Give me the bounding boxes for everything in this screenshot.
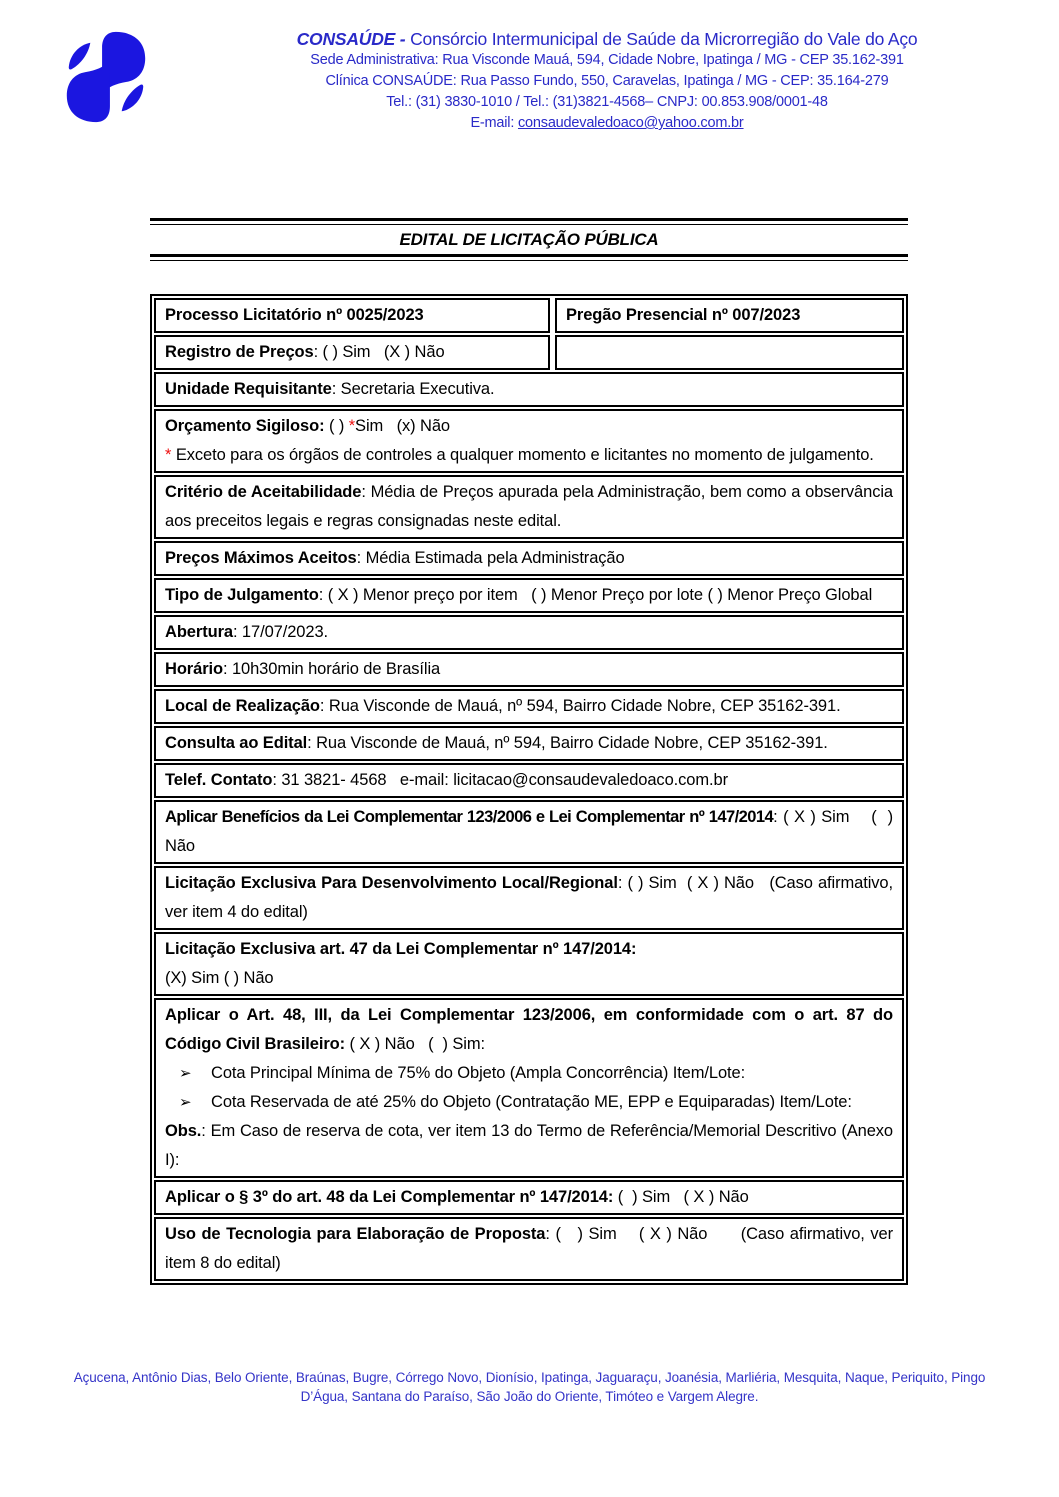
email-link[interactable]: consaudevaledoaco@yahoo.com.br <box>517 115 744 131</box>
uso-tecnologia-label: Uso de Tecnologia para Elaboração de Proposta <box>165 1225 546 1243</box>
phone-cnpj-line: Tel.: (31) 3830-1010 / Tel.: (31)3821-4568– CNPJ: 00.853.908/0001-48 <box>386 94 828 110</box>
letterhead-text <box>168 28 1046 134</box>
bullet-cota-reservada <box>165 1088 893 1117</box>
red-asterisk-note: * <box>165 446 176 464</box>
org-name-acronym: CONSAÚDE - <box>296 29 411 49</box>
table-row-uso-tecnologia <box>154 1217 904 1281</box>
tipo-julgamento-label: Tipo de Julgamento <box>165 586 319 604</box>
org-name-full: Consórcio Intermunicipal de Saúde da Microrregião do Vale do Aço <box>410 29 918 49</box>
uso-tecnologia-value: : ( ) Sim ( X ) Não (Caso afirmativo, ver item 8 do edital) <box>165 1225 893 1272</box>
consaude-logo-icon <box>55 28 157 126</box>
table-row-licitacao-art47: Licitação Exclusiva art. 47 da Lei Complementar nº 147/2014: (X) Sim ( ) Não <box>154 932 904 996</box>
page-title: EDITAL DE LICITAÇÃO PÚBLICA <box>399 230 659 249</box>
cota-reservada-text: Cota Reservada de até 25% do Objeto (Contratação ME, EPP e Equiparadas) Item/Lote: <box>211 1093 852 1111</box>
unidade-value: : Secretaria Executiva. <box>331 380 495 398</box>
cell-registro-precos <box>154 335 550 370</box>
abertura-value: : 17/07/2023. <box>232 623 329 641</box>
registro-precos-label: Registro de Preços <box>165 343 314 361</box>
precos-maximos-value: : Média Estimada pela Administração <box>356 549 625 567</box>
arrow-bullet-icon: ➢ <box>179 1094 192 1111</box>
table-row-orcamento-sigiloso: Orçamento Sigiloso: ( ) *Sim (x) Não * Exceto para os órgãos de controles a qualquer momento e licitantes no momento de julgamento. <box>154 409 904 473</box>
email-line <box>168 113 1046 134</box>
processo-number: Processo Licitatório nº 0025/2023 <box>165 306 424 324</box>
table-row-local-realizacao <box>154 689 904 724</box>
table-row-tipo-julgamento <box>154 578 904 613</box>
obs-text: : Em Caso de reserva de cota, ver item 13 do Termo de Referência/Memorial Descritivo (Anexo I): <box>165 1122 893 1169</box>
table-row-criterio-aceitabilidade <box>154 475 904 539</box>
bid-summary-table <box>150 294 908 1285</box>
telefone-value: : 31 3821- 4568 e-mail: licitacao@consaudevaledoaco.com.br <box>272 771 728 789</box>
licitacao-art47-label: Licitação Exclusiva art. 47 da Lei Complementar nº 147/2014 <box>165 940 632 958</box>
abertura-label: Abertura <box>165 623 233 641</box>
table-row-abertura <box>154 615 904 650</box>
table-row-unidade-requisitante <box>154 372 904 407</box>
tipo-julgamento-value: : ( X ) Menor preço por item ( ) Menor Preço por lote ( ) Menor Preço Global <box>318 586 873 604</box>
table-row-licitacao-local-regional <box>154 866 904 930</box>
address-line-2: Clínica CONSAÚDE: Rua Passo Fundo, 550, Caravelas, Ipatinga / MG - CEP: 35.164-279 <box>325 73 889 89</box>
table-row-horario <box>154 652 904 687</box>
licitacao-art47-value: (X) Sim ( ) Não <box>165 969 274 987</box>
table-row-beneficios-lc <box>154 800 904 864</box>
pregao-number: Pregão Presencial nº 007/2023 <box>566 306 801 324</box>
orcamento-label: Orçamento Sigiloso: <box>165 417 325 435</box>
document-title-block <box>150 218 908 261</box>
table-row-process-pregao <box>154 298 904 333</box>
municipalities-footer <box>0 1368 1059 1406</box>
cota-principal-text: Cota Principal Mínima de 75% do Objeto (Ampla Concorrência) Item/Lote: <box>211 1064 746 1082</box>
paragrafo3-value: ( ) Sim ( X ) Não <box>613 1188 749 1206</box>
table-row-telefone-contato <box>154 763 904 798</box>
precos-maximos-label: Preços Máximos Aceitos <box>165 549 357 567</box>
orcamento-value: Sim (x) Não <box>355 417 451 435</box>
criterio-label: Critério de Aceitabilidade <box>165 483 362 501</box>
paragrafo3-label: Aplicar o § 3º do art. 48 da Lei Complementar nº 147/2014: <box>165 1188 614 1206</box>
cell-pregao <box>555 298 904 333</box>
cell-processo <box>154 298 550 333</box>
criterio-value: : Média de Preços apurada pela Administração, bem como a observância aos preceitos legais e regras consignadas neste edital. <box>165 483 893 530</box>
beneficios-label: Aplicar Benefícios da Lei Complementar 123/2006 e Lei Complementar nº 147/2014 <box>165 808 774 826</box>
table-row-precos-maximos <box>154 541 904 576</box>
horario-value: : 10h30min horário de Brasília <box>222 660 441 678</box>
table-row-consulta-edital <box>154 726 904 761</box>
email-label: E-mail: <box>470 115 518 131</box>
consulta-value: : Rua Visconde de Mauá, nº 594, Bairro Cidade Nobre, CEP 35162-391. <box>307 734 828 752</box>
letterhead <box>0 0 1059 158</box>
municipalities-list: Açucena, Antônio Dias, Belo Oriente, Braúnas, Bugre, Córrego Novo, Dionísio, Ipatinga, Jaguaraçu, Joanésia, Marliéria, Mesquita, Naque, Periquito, Pingo D’Água, Santana do Paraíso, São João do Oriente, Timóteo e Vargem Alegre. <box>73 1370 986 1404</box>
registro-precos-value: : ( ) Sim (X ) Não <box>313 343 445 361</box>
org-name <box>168 28 1046 50</box>
double-rule-top <box>150 218 908 225</box>
obs-label: Obs. <box>165 1122 202 1140</box>
table-row-registro-precos <box>154 335 904 370</box>
table-row-art48-iii <box>154 998 904 1178</box>
address-line-1: Sede Administrativa: Rua Visconde Mauá, 594, Cidade Nobre, Ipatinga / MG - CEP 35.162-391 <box>310 52 904 68</box>
bullet-cota-principal <box>165 1059 893 1088</box>
art48-value: ( X ) Não ( ) Sim: <box>345 1035 485 1053</box>
art48-label: Aplicar o Art. 48, III, da Lei Complementar 123/2006, em conformidade com o art. 87 do Código Civil Brasileiro: <box>165 1006 893 1053</box>
beneficios-value: : ( X ) Sim ( ) Não <box>165 808 893 855</box>
licitacao-local-label: Licitação Exclusiva Para Desenvolvimento Local/Regional <box>165 874 618 892</box>
horario-label: Horário <box>165 660 223 678</box>
arrow-bullet-icon: ➢ <box>179 1065 192 1082</box>
local-label: Local de Realização <box>165 697 320 715</box>
unidade-label: Unidade Requisitante <box>165 380 332 398</box>
licitacao-local-value: : ( ) Sim ( X ) Não (Caso afirmativo, ver item 4 do edital) <box>165 874 893 921</box>
double-rule-bottom <box>150 254 908 261</box>
cell-empty <box>555 335 904 370</box>
local-value: : Rua Visconde de Mauá, nº 594, Bairro Cidade Nobre, CEP 35162-391. <box>319 697 841 715</box>
table-row-paragrafo3-art48 <box>154 1180 904 1215</box>
orcamento-note: Exceto para os órgãos de controles a qualquer momento e licitantes no momento de julgamento. <box>175 446 874 464</box>
red-asterisk: * <box>348 417 356 435</box>
consulta-label: Consulta ao Edital <box>165 734 308 752</box>
telefone-label: Telef. Contato <box>165 771 273 789</box>
